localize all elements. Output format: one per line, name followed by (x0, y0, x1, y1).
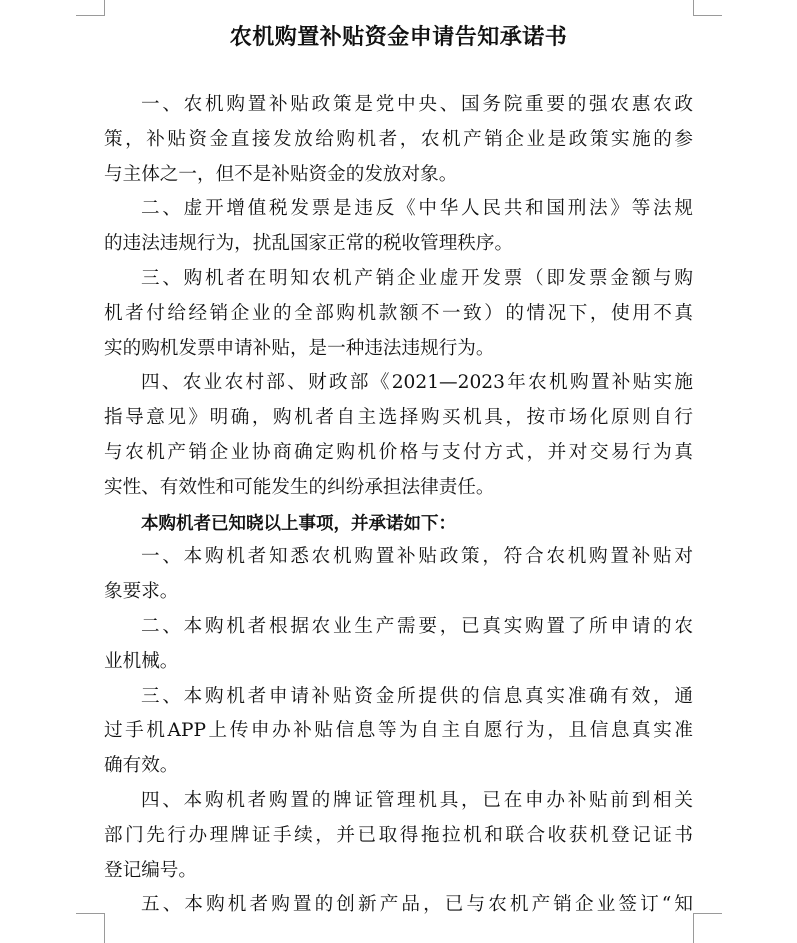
text-line: 与农机产销企业协商确定购机价格与支付方式，并对交易行为真 (104, 441, 693, 463)
document-title: 农机购置补贴资金申请告知承诺书 (229, 24, 568, 50)
text-line: 过手机APP上传申办补贴信息等为自主自愿行为，且信息真实准 (104, 720, 693, 742)
text-line: 机者付给经销企业的全部购机款额不一致）的情况下，使用不真 (104, 302, 693, 324)
text-line: 三、本购机者申请补贴资金所提供的信息真实准确有效，通 (141, 685, 693, 707)
crop-mark-bottom-right (693, 913, 722, 943)
text-line: 一、本购机者知悉农机购置补贴政策，符合农机购置补贴对 (141, 546, 693, 568)
text-line: 与主体之一，但不是补贴资金的发放对象。 (104, 163, 458, 185)
text-line: 部门先行办理牌证手续，并已取得拖拉机和联合收获机登记证书 (104, 824, 693, 846)
crop-mark-bottom-left (76, 913, 105, 943)
crop-mark-top-left (76, 0, 105, 16)
text-line: 二、本购机者根据农业生产需要，已真实购置了所申请的农 (141, 615, 693, 637)
text-line: 一、农机购置补贴政策是党中央、国务院重要的强农惠农政 (141, 94, 693, 115)
text-line: 实的购机发票申请补贴，是一种违法违规行为。 (104, 337, 495, 359)
commitment-heading-line: 本购机者已知晓以上事项，并承诺如下： (141, 512, 456, 533)
document-body (104, 88, 693, 923)
text-line: 确有效。 (104, 755, 179, 777)
text-line: 的违法违规行为，扰乱国家正常的税收管理秩序。 (104, 233, 514, 255)
text-line: 象要求。 (104, 581, 179, 603)
text-line: 四、本购机者购置的牌证管理机具，已在申办补贴前到相关 (141, 789, 693, 811)
text-line: 二、虚开增值税发票是违反《中华人民共和国刑法》等法规 (141, 198, 693, 220)
text-line: 业机械。 (104, 650, 179, 672)
text-line: 三、购机者在明知农机产销企业虚开发票（即发票金额与购 (141, 267, 693, 289)
text-line: 实性、有效性和可能发生的纠纷承担法律责任。 (104, 476, 495, 498)
text-line: 指导意见》明确，购机者自主选择购买机具，按市场化原则自行 (104, 407, 693, 429)
text-line: 登记编号。 (104, 859, 197, 881)
text-line: 策，补贴资金直接发放给购机者，农机产销企业是政策实施的参 (104, 128, 693, 150)
text-line: 五、本购机者购置的创新产品，已与农机产销企业签订“知 (141, 894, 693, 916)
crop-mark-top-right (693, 0, 722, 16)
text-line: 四、农业农村部、财政部《2021—2023年农机购置补贴实施 (141, 372, 693, 394)
